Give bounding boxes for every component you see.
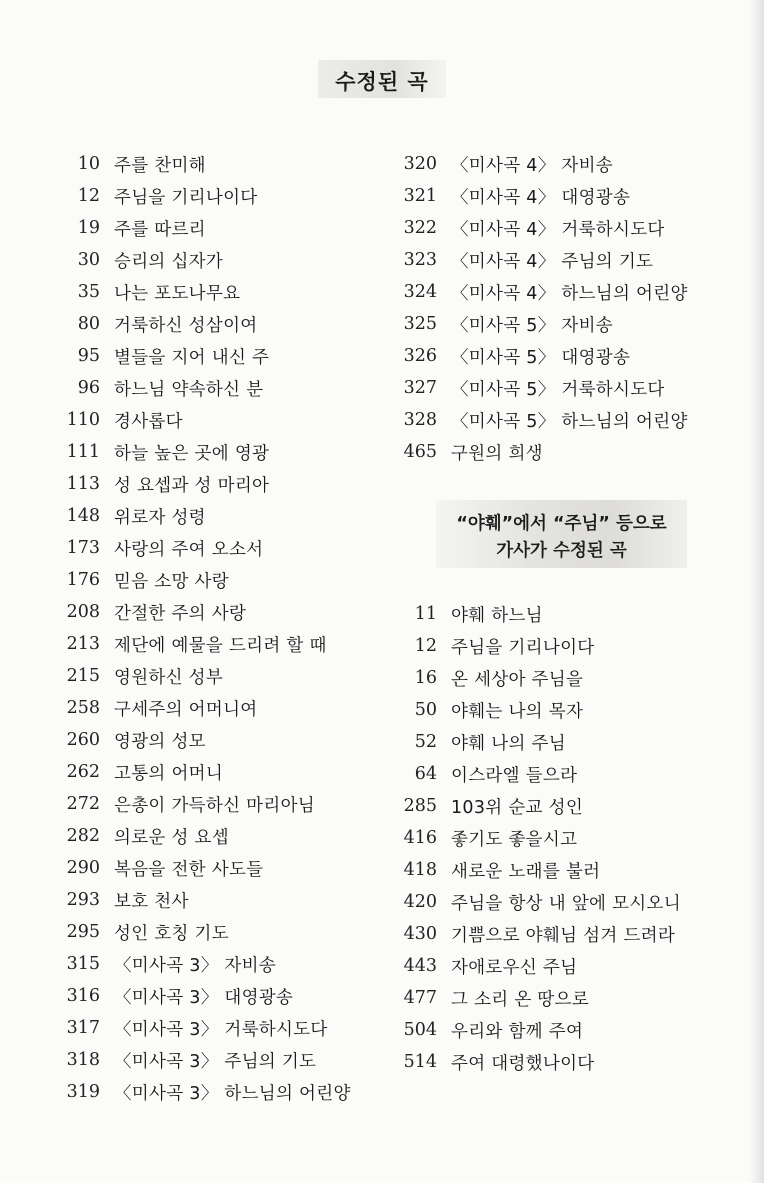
- song-number: 260: [66, 730, 100, 750]
- song-title: 경사롭다: [114, 411, 183, 432]
- song-entry: [395, 630, 745, 662]
- song-title: 보호 천사: [114, 891, 189, 912]
- song-entry: [58, 564, 388, 596]
- song-title: 믿음 소망 사랑: [114, 571, 229, 592]
- song-number: 262: [66, 762, 100, 782]
- song-number: 213: [66, 634, 100, 654]
- song-title: 거룩하신 성삼이여: [114, 315, 258, 336]
- song-title: 〈미사곡 3〉 하느님의 어린양: [114, 1083, 351, 1104]
- song-number: 321: [403, 186, 437, 206]
- song-number: 315: [66, 954, 100, 974]
- song-number: 110: [66, 410, 100, 430]
- song-entry: [395, 340, 745, 372]
- song-title: 우리와 함께 주여: [451, 1021, 584, 1042]
- song-title: 성인 호칭 기도: [114, 923, 229, 944]
- song-number: 30: [77, 250, 100, 270]
- song-entry: [395, 726, 745, 758]
- song-number: 327: [403, 378, 437, 398]
- song-entry: [395, 1046, 745, 1078]
- song-number: 295: [66, 922, 100, 942]
- section-heading-line-1: “야훼”에서 “주님” 등으로: [456, 514, 667, 534]
- song-title: 승리의 십자가: [114, 251, 224, 272]
- song-entry: [58, 756, 388, 788]
- song-number: 319: [66, 1082, 100, 1102]
- song-number: 430: [403, 924, 437, 944]
- song-title: 주를 따르리: [114, 219, 206, 240]
- song-title: 야훼 나의 주님: [451, 733, 566, 754]
- song-number: 208: [66, 602, 100, 622]
- song-number: 173: [66, 538, 100, 558]
- song-title: 고통의 어머니: [114, 763, 224, 784]
- song-title: 주여 대령했나이다: [451, 1053, 595, 1074]
- song-entry: [395, 372, 745, 404]
- song-number: 324: [403, 282, 437, 302]
- song-number: 514: [403, 1052, 437, 1072]
- song-entry: [58, 372, 388, 404]
- song-number: 465: [403, 442, 437, 462]
- song-entry: [58, 692, 388, 724]
- song-number: 318: [66, 1050, 100, 1070]
- song-title: 103위 순교 성인: [451, 797, 584, 818]
- song-number: 317: [66, 1018, 100, 1038]
- song-title: 〈미사곡 4〉 거룩하시도다: [451, 219, 665, 240]
- song-title: 〈미사곡 4〉 자비송: [451, 155, 613, 176]
- song-entry: [395, 436, 745, 468]
- song-entry: [58, 500, 388, 532]
- song-number: 12: [77, 186, 100, 206]
- song-entry: [395, 180, 745, 212]
- song-title: 〈미사곡 3〉 주님의 기도: [114, 1051, 317, 1072]
- song-title: 하느님 약속하신 분: [114, 379, 264, 400]
- song-entry: [58, 212, 388, 244]
- song-entry: [395, 212, 745, 244]
- song-title: 주님을 기리나이다: [114, 187, 258, 208]
- song-number: 12: [414, 636, 437, 656]
- song-entry: [58, 1012, 388, 1044]
- song-number: 113: [66, 474, 100, 494]
- song-title: 새로운 노래를 불러: [451, 861, 601, 882]
- song-entry: [58, 1076, 388, 1108]
- song-title: 제단에 예물을 드리려 할 때: [114, 635, 327, 656]
- song-entry: [58, 884, 388, 916]
- song-number: 504: [403, 1020, 437, 1040]
- song-number: 19: [77, 218, 100, 238]
- song-title: 간절한 주의 사랑: [114, 603, 247, 624]
- left-song-list: [58, 148, 388, 1108]
- song-title: 〈미사곡 5〉 자비송: [451, 315, 613, 336]
- song-title: 주님을 기리나이다: [451, 637, 595, 658]
- song-title: 의로운 성 요셉: [114, 827, 229, 848]
- song-entry: [58, 436, 388, 468]
- song-number: 316: [66, 986, 100, 1006]
- page-edge-shadow: [750, 0, 764, 1183]
- song-title: 〈미사곡 5〉 대영광송: [451, 347, 631, 368]
- song-number: 95: [77, 346, 100, 366]
- song-number: 477: [403, 988, 437, 1008]
- song-number: 96: [77, 378, 100, 398]
- song-entry: [395, 950, 745, 982]
- song-entry: [395, 662, 745, 694]
- song-number: 443: [403, 956, 437, 976]
- song-entry: [58, 788, 388, 820]
- page-title: 수정된 곡: [335, 70, 429, 94]
- song-title: 위로자 성령: [114, 507, 206, 528]
- song-entry: [58, 308, 388, 340]
- song-number: 285: [403, 796, 437, 816]
- song-number: 420: [403, 892, 437, 912]
- song-title: 이스라엘 들으라: [451, 765, 578, 786]
- song-entry: [395, 918, 745, 950]
- song-number: 16: [414, 668, 437, 688]
- song-entry: [58, 724, 388, 756]
- section-heading-line-2: 가사가 수정된 곡: [496, 541, 627, 561]
- song-entry: [395, 598, 745, 630]
- song-number: 64: [414, 764, 437, 784]
- song-title: 기쁨으로 야훼님 섬겨 드려라: [451, 925, 676, 946]
- song-title: 나는 포도나무요: [114, 283, 241, 304]
- song-entry: [395, 758, 745, 790]
- song-title: 구세주의 어머니여: [114, 699, 258, 720]
- song-title: 영광의 성모: [114, 731, 206, 752]
- song-title: 별들을 지어 내신 주: [114, 347, 270, 368]
- song-title: 〈미사곡 5〉 거룩하시도다: [451, 379, 665, 400]
- song-title: 온 세상아 주님을: [451, 669, 584, 690]
- song-number: 326: [403, 346, 437, 366]
- song-entry: [58, 660, 388, 692]
- song-number: 148: [66, 506, 100, 526]
- song-entry: [58, 820, 388, 852]
- song-number: 322: [403, 218, 437, 238]
- song-entry: [395, 308, 745, 340]
- song-title: 하늘 높은 곳에 영광: [114, 443, 270, 464]
- song-title: 구원의 희생: [451, 443, 543, 464]
- song-entry: [58, 148, 388, 180]
- song-number: 272: [66, 794, 100, 814]
- song-number: 290: [66, 858, 100, 878]
- song-entry: [58, 1044, 388, 1076]
- song-entry: [58, 180, 388, 212]
- song-number: 35: [77, 282, 100, 302]
- song-title: 야훼 하느님: [451, 605, 543, 626]
- song-entry: [395, 822, 745, 854]
- song-title: 좋기도 좋을시고: [451, 829, 578, 850]
- song-entry: [58, 468, 388, 500]
- song-entry: [395, 694, 745, 726]
- song-entry: [58, 948, 388, 980]
- song-title: 〈미사곡 4〉 주님의 기도: [451, 251, 654, 272]
- song-entry: [395, 1014, 745, 1046]
- song-entry: [58, 276, 388, 308]
- song-number: 325: [403, 314, 437, 334]
- song-number: 282: [66, 826, 100, 846]
- song-number: 10: [77, 154, 100, 174]
- song-number: 11: [414, 604, 437, 624]
- song-entry: [58, 244, 388, 276]
- song-title: 자애로우신 주님: [451, 957, 578, 978]
- song-number: 52: [414, 732, 437, 752]
- page-title-banner: [318, 60, 446, 98]
- song-entry: [395, 148, 745, 180]
- song-entry: [58, 628, 388, 660]
- song-entry: [395, 404, 745, 436]
- song-entry: [58, 980, 388, 1012]
- song-entry: [395, 982, 745, 1014]
- song-entry: [395, 854, 745, 886]
- song-entry: [58, 916, 388, 948]
- lyrics-revised-song-list: [395, 598, 745, 1078]
- song-title: 〈미사곡 4〉 하느님의 어린양: [451, 283, 688, 304]
- song-number: 293: [66, 890, 100, 910]
- song-number: 416: [403, 828, 437, 848]
- song-entry: [395, 790, 745, 822]
- song-number: 320: [403, 154, 437, 174]
- song-title: 그 소리 온 땅으로: [451, 989, 590, 1010]
- song-number: 80: [77, 314, 100, 334]
- song-title: 〈미사곡 3〉 자비송: [114, 955, 276, 976]
- song-title: 〈미사곡 5〉 하느님의 어린양: [451, 411, 688, 432]
- song-number: 258: [66, 698, 100, 718]
- song-number: 176: [66, 570, 100, 590]
- right-song-list: [395, 148, 745, 468]
- song-entry: [58, 852, 388, 884]
- song-title: 영원하신 성부: [114, 667, 224, 688]
- song-title: 〈미사곡 4〉 대영광송: [451, 187, 631, 208]
- song-title: 성 요셉과 성 마리아: [114, 475, 270, 496]
- song-number: 111: [66, 442, 100, 462]
- song-number: 323: [403, 250, 437, 270]
- song-entry: [395, 244, 745, 276]
- song-title: 야훼는 나의 목자: [451, 701, 584, 722]
- song-entry: [395, 276, 745, 308]
- song-title: 주를 찬미해: [114, 155, 206, 176]
- song-title: 〈미사곡 3〉 거룩하시도다: [114, 1019, 328, 1040]
- song-entry: [58, 340, 388, 372]
- song-number: 50: [414, 700, 437, 720]
- song-number: 418: [403, 860, 437, 880]
- song-number: 328: [403, 410, 437, 430]
- song-number: 215: [66, 666, 100, 686]
- song-title: 주님을 항상 내 앞에 모시오니: [451, 893, 681, 914]
- song-entry: [58, 404, 388, 436]
- section-heading-banner: [436, 500, 687, 568]
- song-title: 〈미사곡 3〉 대영광송: [114, 987, 294, 1008]
- song-title: 사랑의 주여 오소서: [114, 539, 264, 560]
- song-title: 복음을 전한 사도들: [114, 859, 264, 880]
- song-entry: [58, 532, 388, 564]
- song-entry: [395, 886, 745, 918]
- song-title: 은총이 가득하신 마리아님: [114, 795, 315, 816]
- song-entry: [58, 596, 388, 628]
